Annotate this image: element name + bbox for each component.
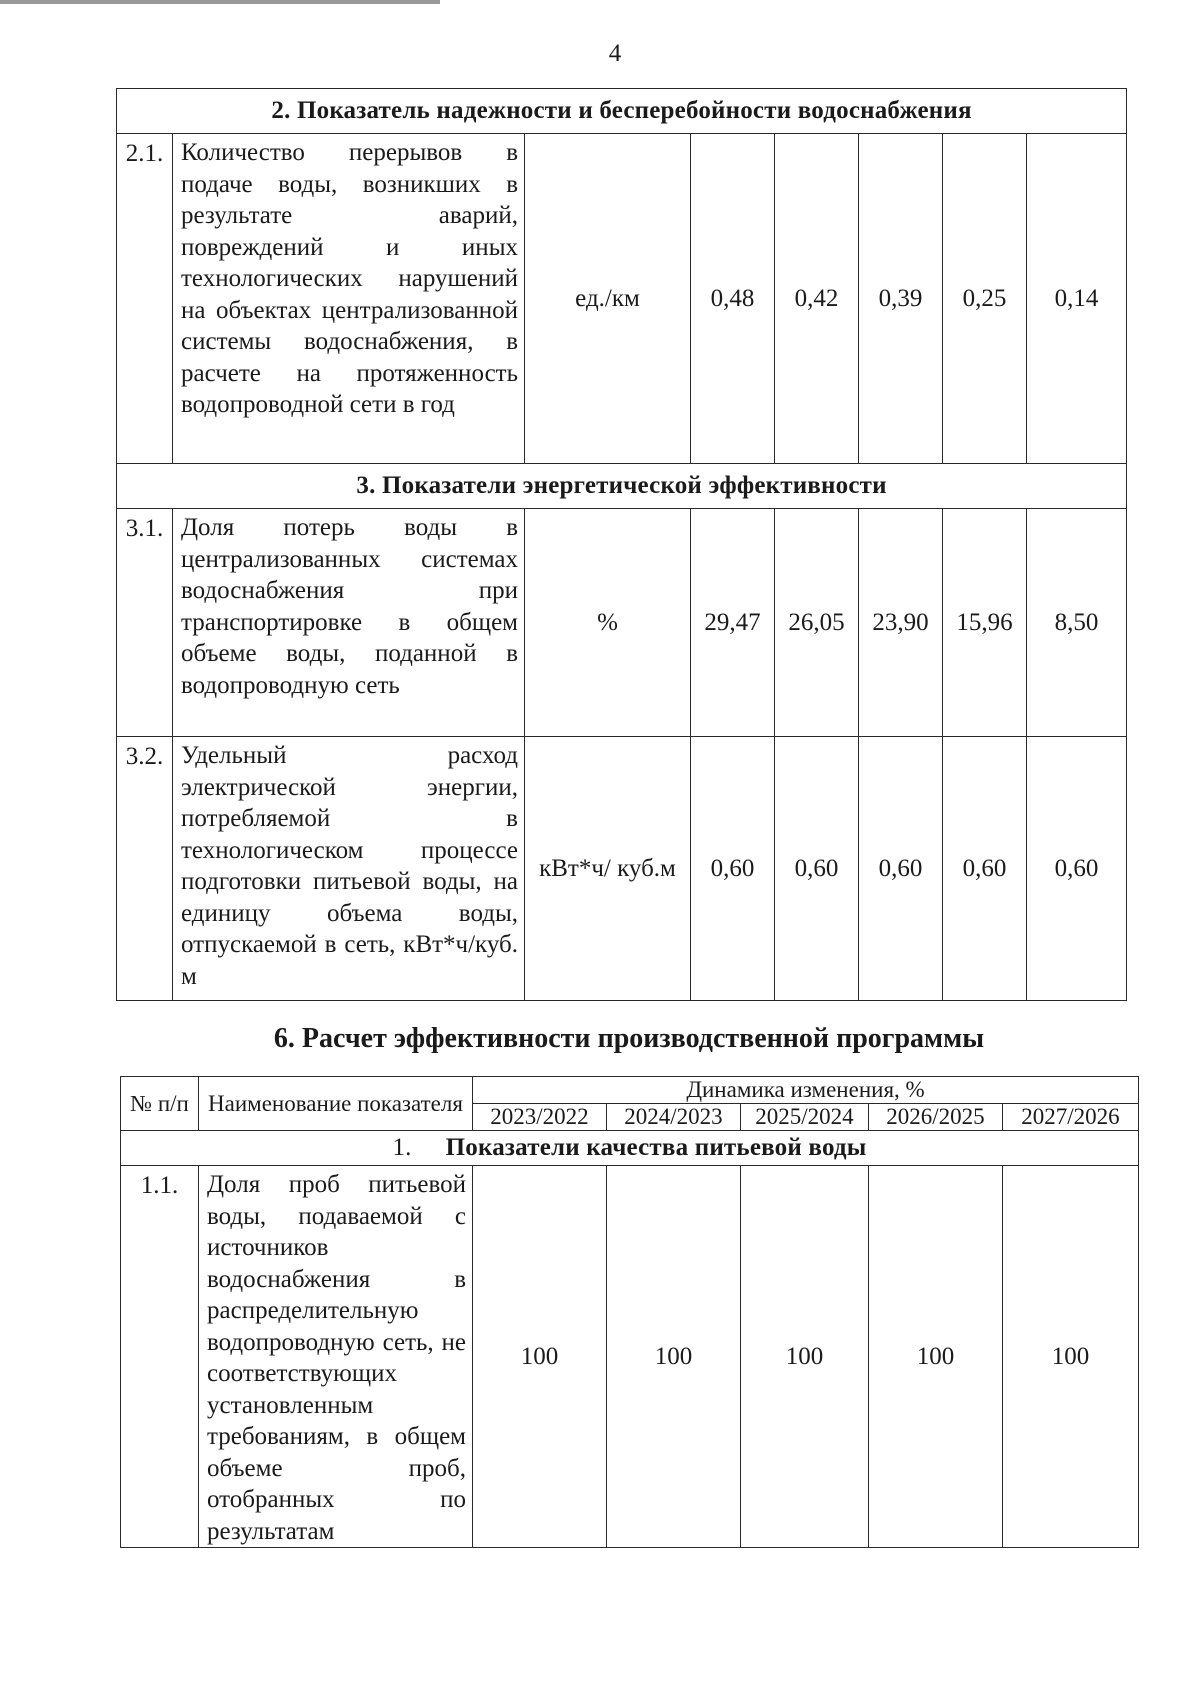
- row-value: 0,60: [691, 737, 775, 1001]
- section-2-title: 2. Показатель надежности и бесперебойности водоснабжения: [117, 89, 1127, 134]
- table-row: [117, 509, 1127, 737]
- indicators-table: [116, 88, 1127, 1001]
- efficiency-table: [120, 1076, 1139, 1548]
- row-value: 0,39: [859, 134, 943, 464]
- row-value: 100: [869, 1166, 1003, 1548]
- col-header-year: 2023/2022: [473, 1104, 607, 1131]
- row-value: 23,90: [859, 509, 943, 737]
- row-value: 29,47: [691, 509, 775, 737]
- row-unit: ед./км: [525, 134, 691, 464]
- section-row-1: [121, 1131, 1139, 1166]
- row-value: 0,60: [775, 737, 859, 1001]
- page-number: 4: [608, 40, 622, 67]
- table-row: [117, 737, 1127, 1001]
- col-header-year: 2026/2025: [869, 1104, 1003, 1131]
- row-value: 0,60: [943, 737, 1027, 1001]
- row-value: 0,60: [859, 737, 943, 1001]
- row-number: 3.2.: [117, 737, 173, 1001]
- row-value: 0,48: [691, 134, 775, 464]
- row-value: 0,25: [943, 134, 1027, 464]
- header-row: [121, 1077, 1139, 1104]
- col-header-num: № п/п: [121, 1077, 199, 1131]
- row-value: 100: [741, 1166, 869, 1548]
- row-value: 0,60: [1027, 737, 1127, 1001]
- row-description: Доля потерь воды в централизованных системах водоснабжения при транспортировке в общем объеме воды, поданной в водопроводную сеть: [173, 509, 525, 737]
- section-6-heading: 6. Расчет эффективности производственной программы: [273, 1023, 985, 1054]
- row-description: Доля проб питьевой воды, подаваемой с источников водоснабжения в распределительную водопроводную сеть, не соответствующих установленным требованиям, в общем объеме проб, отобранных по результатам: [199, 1166, 473, 1548]
- row-value: 0,14: [1027, 134, 1127, 464]
- row-description: Удельный расход электрической энергии, потребляемой в технологическом процессе подготовки питьевой воды, на единицу объема воды, отпускаемой в сеть, кВт*ч/куб. м: [173, 737, 525, 1001]
- col-header-year: 2027/2026: [1003, 1104, 1139, 1131]
- row-number: 3.1.: [117, 509, 173, 737]
- section-3-title: 3. Показатели энергетической эффективности: [117, 464, 1127, 509]
- col-header-dynamics: Динамика изменения, %: [473, 1077, 1139, 1104]
- row-description: Количество перерывов в подаче воды, возникших в результате аварий, повреждений и иных технологических нарушений на объектах централизованной системы водоснабжения, в расчете на протяженность водопроводной сети в год: [173, 134, 525, 464]
- row-number: 1.1.: [121, 1166, 199, 1548]
- row-number: 2.1.: [117, 134, 173, 464]
- row-value: 100: [1003, 1166, 1139, 1548]
- row-value: 100: [607, 1166, 741, 1548]
- row-value: 0,42: [775, 134, 859, 464]
- row-value: 8,50: [1027, 509, 1127, 737]
- section-1-title: Показатели качества питьевой воды: [445, 1134, 867, 1161]
- row-value: 100: [473, 1166, 607, 1548]
- scan-edge-mark: [0, 0, 440, 4]
- row-value: 15,96: [943, 509, 1027, 737]
- row-value: 26,05: [775, 509, 859, 737]
- col-header-year: 2025/2024: [741, 1104, 869, 1131]
- row-unit: %: [525, 509, 691, 737]
- row-unit: кВт*ч/ куб.м: [525, 737, 691, 1001]
- section-row-2: [117, 89, 1127, 134]
- section-1-title-cell: [121, 1131, 1139, 1166]
- section-row-3: [117, 464, 1127, 509]
- table-row: [121, 1166, 1139, 1548]
- col-header-year: 2024/2023: [607, 1104, 741, 1131]
- table-row: [117, 134, 1127, 464]
- section-1-number: 1.: [392, 1134, 412, 1161]
- col-header-name: Наименование показателя: [199, 1077, 473, 1131]
